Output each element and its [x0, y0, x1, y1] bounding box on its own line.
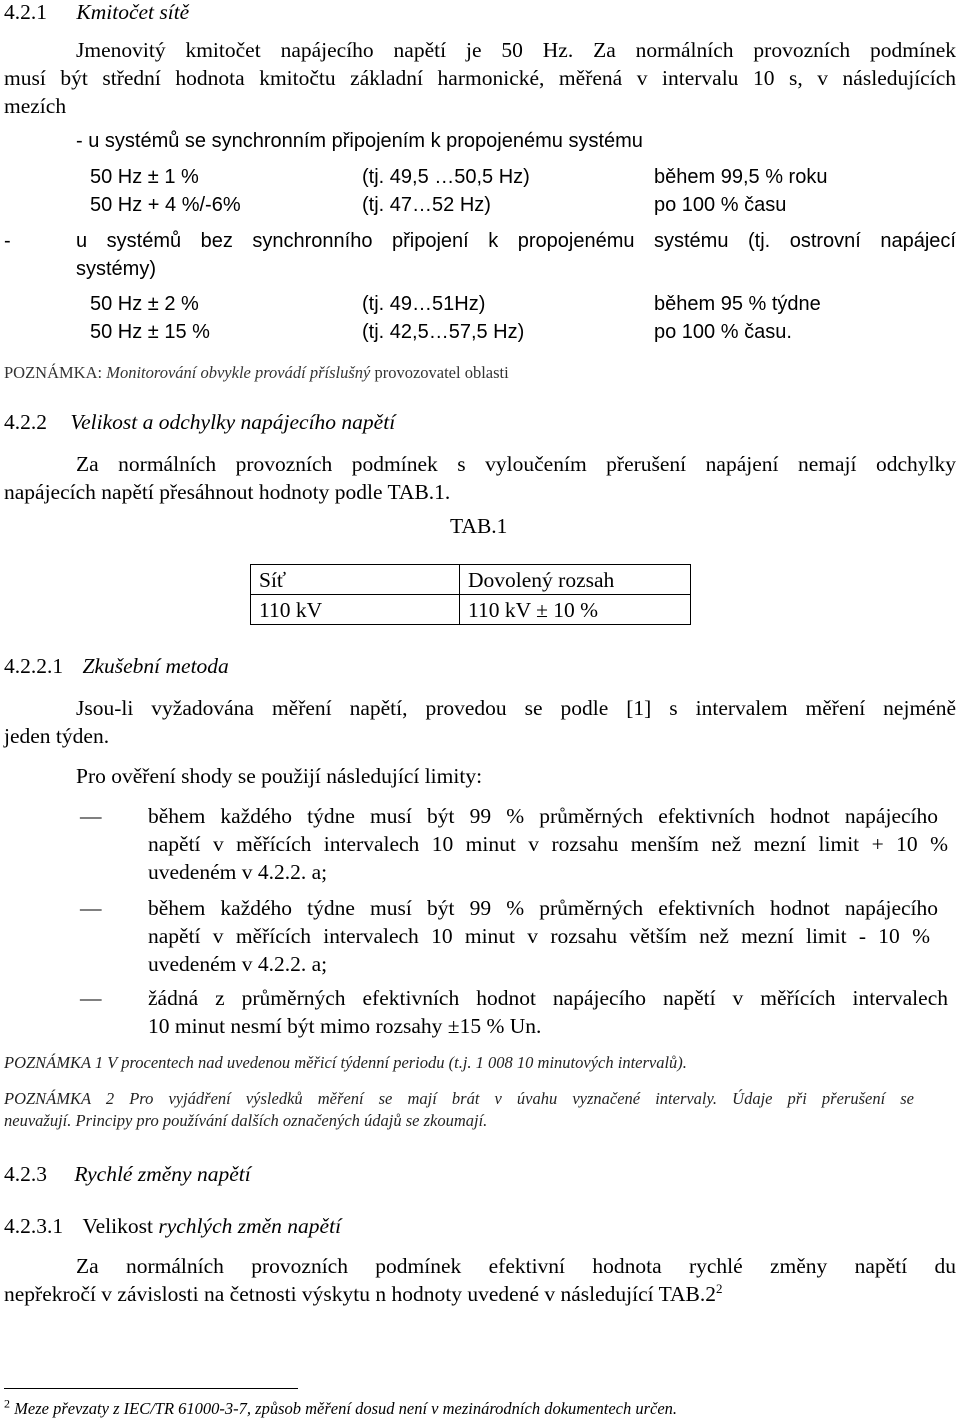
footnote [4, 1398, 677, 1420]
freq-range: (tj. 47…52 Hz) [362, 194, 491, 216]
section-title: Rychlé změny napětí [74, 1162, 251, 1186]
table-row [251, 595, 691, 625]
test-method-paragraph: jeden týden. [4, 724, 110, 748]
section-number: 4.2.2.1 [4, 654, 64, 678]
nosync-heading-cont: systémy) [76, 258, 156, 280]
section-4-2-1-heading [4, 0, 189, 26]
footnote-separator [4, 1388, 298, 1389]
bullet-line: uvedeném v 4.2.2. a; [148, 952, 328, 976]
bullet-dash: — [80, 896, 102, 920]
note-2: neuvažují. Principy pro používání dalších označených údajů se zkoumají. [4, 1111, 488, 1130]
voltage-paragraph: Za normálních provozních podmínek s vyloučením přerušení napájení nemají odchylky [76, 452, 956, 476]
bullet-dash: — [80, 804, 102, 828]
table-header-cell: Síť [251, 565, 460, 595]
section-number: 4.2.3.1 [4, 1214, 64, 1238]
monitoring-note [4, 362, 509, 384]
freq-value: 50 Hz ± 15 % [90, 321, 210, 343]
section-4-2-3-heading [4, 1160, 251, 1188]
freq-value: 50 Hz ± 1 % [90, 166, 199, 188]
section-title: Velikost [82, 1214, 153, 1238]
rapid-change-line: nepřekročí v závislosti na četnosti výskytu n hodnoty uvedené v následující TAB.2 [4, 1282, 717, 1306]
section-title-italic: rychlých změn napětí [158, 1214, 342, 1238]
test-method-paragraph: Jsou-li vyžadována měření napětí, provedou se podle [1] s intervalem měření nejméně [76, 696, 956, 720]
freq-period: během 99,5 % roku [654, 166, 828, 188]
intro-line: mezích [4, 94, 67, 118]
freq-value: 50 Hz ± 2 % [90, 293, 199, 315]
tab1-table [250, 564, 691, 625]
note-italic: Monitorování obvykle provádí příslušný [106, 363, 371, 382]
bullet-line: napětí v měřících intervalech 10 minut v rozsahu větším než mezní limit - 10 % [148, 924, 930, 948]
section-title: Zkušební metoda [82, 654, 229, 678]
bullet-line: během každého týdne musí být 99 % průměrných efektivních hodnot napájecího [148, 896, 938, 920]
footnote-number: 2 [4, 1396, 10, 1411]
rapid-change-paragraph: Za normálních provozních podmínek efektivní hodnota rychlé změny napětí du [76, 1254, 956, 1278]
section-number: 4.2.1 [4, 0, 47, 24]
bullet-line: napětí v měřících intervalech 10 minut v rozsahu menším než mezní limit + 10 % [148, 832, 948, 856]
section-number: 4.2.2 [4, 410, 47, 434]
table-header-row [251, 565, 691, 595]
freq-period: po 100 % času. [654, 321, 792, 343]
note-tail: provozovatel oblasti [374, 363, 509, 382]
freq-period: během 95 % týdne [654, 293, 821, 315]
footnote-ref: 2 [716, 1280, 723, 1296]
section-number: 4.2.3 [4, 1162, 47, 1186]
section-4-2-3-1-heading [4, 1212, 341, 1240]
table-cell: 110 kV ± 10 % [460, 595, 691, 625]
bullet-line: žádná z průměrných efektivních hodnot napájecího napětí v měřících intervalech [148, 986, 948, 1010]
section-4-2-2-1-heading [4, 652, 229, 680]
footnote-text: Meze převzaty z IEC/TR 61000-3-7, způsob měření dosud není v mezinárodních dokumentech určen. [14, 1399, 678, 1418]
bullet-dash: - [4, 230, 11, 252]
note-2: POZNÁMKA 2 Pro vyjádření výsledků měření se mají brát v úvahu vyznačené intervaly. Údaje při přerušení se [4, 1089, 914, 1108]
section-title: Velikost a odchylky napájecího napětí [70, 410, 396, 434]
rapid-change-paragraph [4, 1280, 723, 1308]
table-header-cell: Dovolený rozsah [460, 565, 691, 595]
bullet-line: uvedeném v 4.2.2. a; [148, 860, 328, 884]
table-caption: TAB.1 [450, 514, 508, 538]
section-title: Kmitočet sítě [76, 0, 190, 24]
freq-range: (tj. 49…51Hz) [362, 293, 486, 315]
intro-line: musí být střední hodnota kmitočtu základní harmonické, měřená v intervalu 10 s, v následujících [4, 66, 956, 90]
intro-line: Jmenovitý kmitočet napájecího napětí je 50 Hz. Za normálních provozních podmínek [76, 38, 956, 62]
voltage-paragraph: napájecích napětí přesáhnout hodnoty podle TAB.1. [4, 480, 451, 504]
bullet-line: 10 minut nesmí být mimo rozsahy ±15 % Un. [148, 1014, 542, 1038]
note-1: POZNÁMKA 1 V procentech nad uvedenou měřicí týdenní periodu (t.j. 1 008 10 minutových intervalů). [4, 1053, 687, 1072]
nosync-heading: u systémů bez synchronního připojení k propojenému systému (tj. ostrovní napájecí [76, 230, 956, 252]
freq-period: po 100 % času [654, 194, 787, 216]
note-label: POZNÁMKA: [4, 363, 103, 382]
section-4-2-2-heading [4, 408, 395, 436]
limits-intro: Pro ověření shody se použijí následující limity: [76, 764, 483, 788]
freq-range: (tj. 42,5…57,5 Hz) [362, 321, 525, 343]
bullet-dash: — [80, 986, 102, 1010]
bullet-line: během každého týdne musí být 99 % průměrných efektivních hodnot napájecího [148, 804, 938, 828]
table-cell: 110 kV [251, 595, 460, 625]
freq-range: (tj. 49,5 …50,5 Hz) [362, 166, 530, 188]
freq-value: 50 Hz + 4 %/-6% [90, 194, 241, 216]
sync-heading: - u systémů se synchronním připojením k propojenému systému [76, 130, 643, 152]
